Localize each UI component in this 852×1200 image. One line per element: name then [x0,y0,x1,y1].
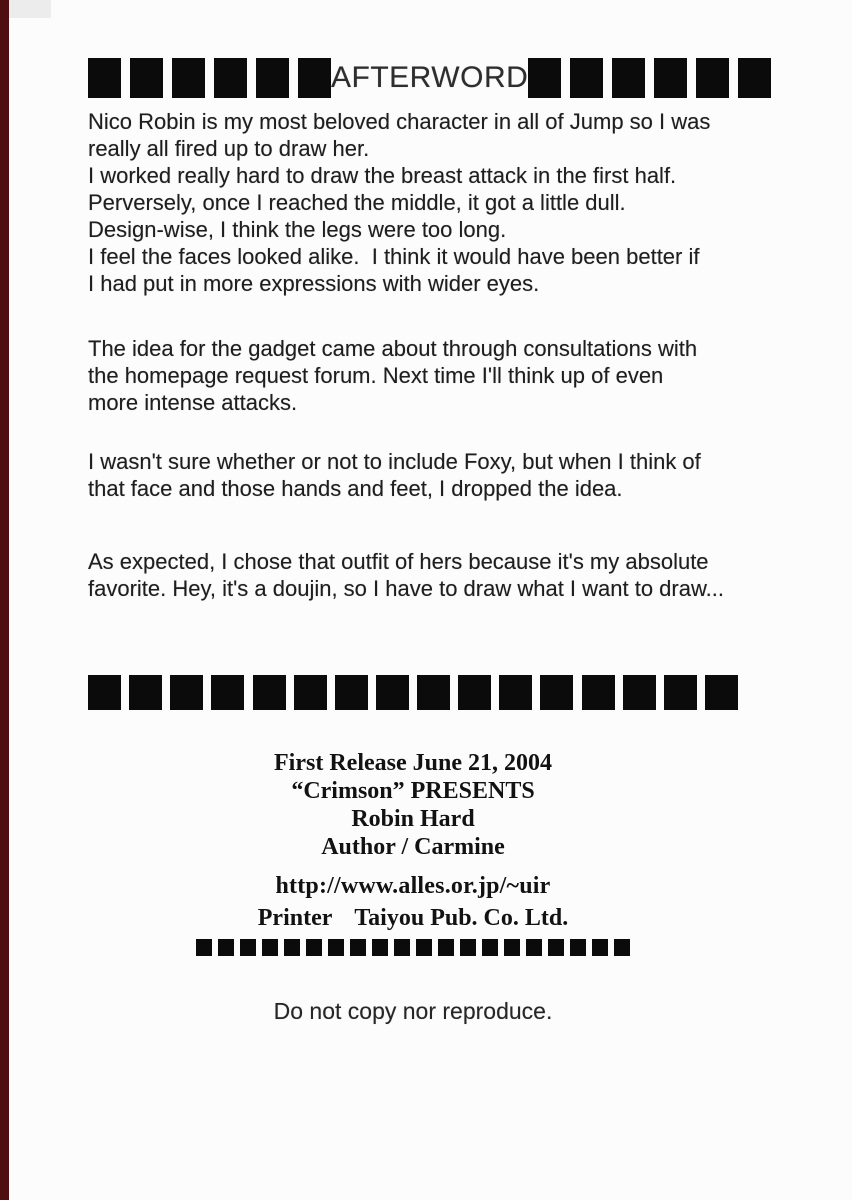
black-square [376,675,409,710]
black-square [548,939,564,956]
black-square [372,939,388,956]
text-line: I feel the faces looked alike. I think it would have been better if [88,244,700,269]
scan-smudge [9,0,51,18]
text-line: Nico Robin is my most beloved character in all of Jump so I was [88,109,711,134]
paragraph-gadget-idea [88,335,738,416]
black-square [240,939,256,956]
release-credit-lines [88,749,738,861]
text-line: As expected, I chose that outfit of hers because it's my absolute [88,549,709,574]
black-square [623,675,656,710]
black-square [526,939,542,956]
black-square [253,675,286,710]
text-line: the homepage request forum. Next time I'll think up of even [88,363,664,388]
black-square [335,675,368,710]
black-square [570,58,603,98]
black-square [570,939,586,956]
black-square [614,939,630,956]
black-square [528,58,561,98]
black-square [130,58,163,98]
text-line: The idea for the gadget came about through consultations with [88,336,698,361]
printer-label: Printer [257,905,333,931]
black-square [350,939,366,956]
text-line: that face and those hands and feet, I dropped the idea. [88,476,623,501]
text-line: Design-wise, I think the legs were too long. [88,217,507,242]
afterword-header [88,58,738,98]
black-square [129,675,162,710]
small-divider-squares [88,939,738,956]
black-square [172,58,205,98]
black-square [416,939,432,956]
text-line: favorite. Hey, it's a doujin, so I have to draw what I want to draw... [88,576,724,601]
text-line: really all fired up to draw her. [88,136,370,161]
black-square [592,939,608,956]
text-line: Author / Carmine [321,834,505,860]
text-line: more intense attacks. [88,390,298,415]
text-line: I wasn't sure whether or not to include Foxy, but when I think of [88,449,701,474]
black-square [88,58,121,98]
paragraph-outfit [88,548,738,602]
black-square [294,675,327,710]
black-square [738,58,771,98]
black-square [664,675,697,710]
black-square [460,939,476,956]
text-line: Perversely, once I reached the middle, it got a little dull. [88,190,626,215]
black-square [262,939,278,956]
text-line: Robin Hard [351,806,475,832]
black-square [705,675,738,710]
printer-name: Taiyou Pub. Co. Ltd. [354,905,569,931]
black-square [482,939,498,956]
header-right-squares [528,58,771,98]
black-square [394,939,410,956]
divider-squares [88,675,738,710]
black-square [612,58,645,98]
black-square [328,939,344,956]
copy-notice: Do not copy nor reproduce. [273,998,553,1024]
black-square [196,939,212,956]
printer-line [88,905,738,931]
black-square [540,675,573,710]
black-square [170,675,203,710]
black-square [214,58,247,98]
text-line: I had put in more expressions with wider eyes. [88,271,540,296]
black-square [284,939,300,956]
text-line: I worked really hard to draw the breast attack in the first half. [88,163,677,188]
black-square [298,58,331,98]
black-square [306,939,322,956]
page-left-edge-strip [0,0,9,1200]
black-square [504,939,520,956]
header-left-squares [88,58,331,98]
afterword-title: AFTERWORD [331,61,529,94]
page-content [88,0,738,1026]
paragraph-foxy [88,448,738,502]
black-square [458,675,491,710]
black-square [696,58,729,98]
black-square [211,675,244,710]
text-line: “Crimson” PRESENTS [291,778,535,804]
black-square [438,939,454,956]
black-square [256,58,289,98]
credits-block [88,749,738,956]
black-square [582,675,615,710]
text-line: First Release June 21, 2004 [274,750,552,776]
paragraph-drawing-robin [88,108,738,297]
black-square [417,675,450,710]
website-url: http://www.alles.or.jp/~uir [275,873,551,899]
black-square [499,675,532,710]
black-square [88,675,121,710]
black-square [654,58,687,98]
black-square [218,939,234,956]
